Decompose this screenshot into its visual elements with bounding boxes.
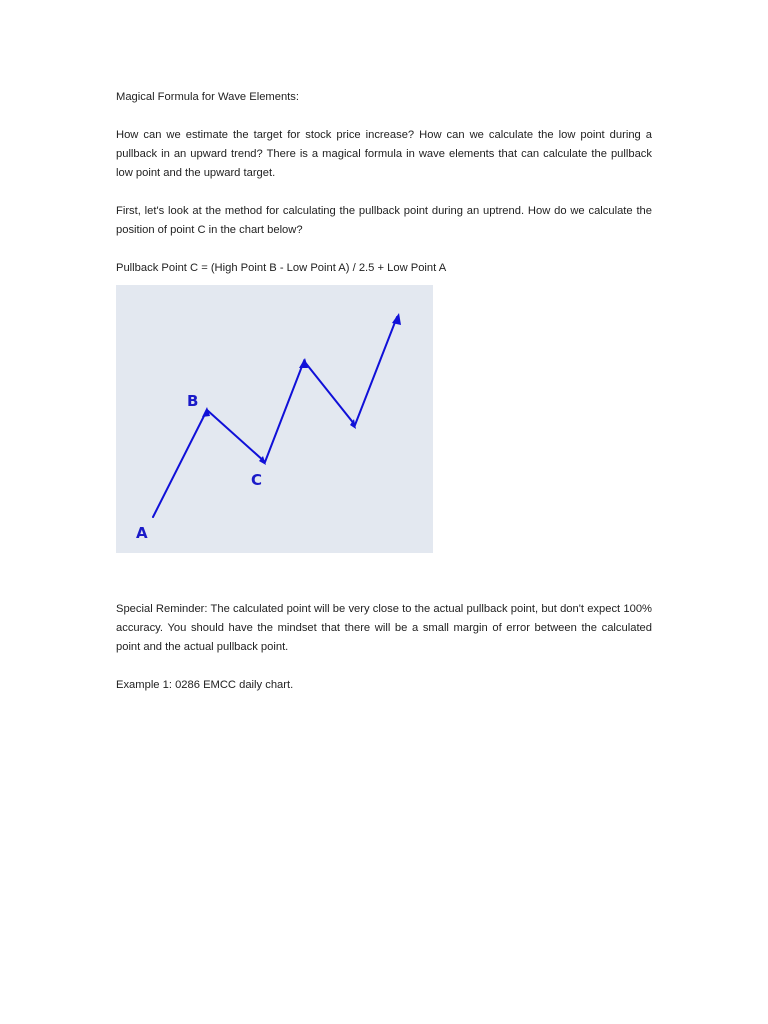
reminder-paragraph: Special Reminder: The calculated point will be very close to the actual pullback point, but don't expect 100% accuracy. You should have the mindset that there will be a small margin of error between the calculated point and the actual pullback point. [116, 603, 652, 653]
wave-diagram [116, 285, 433, 553]
label-b: B [187, 392, 199, 410]
formula-line: Pullback Point C = (High Point B - Low Point A) / 2.5 + Low Point A [116, 262, 447, 274]
example-heading: Example 1: 0286 EMCC daily chart. [116, 679, 294, 691]
arrow-end-tip [392, 313, 401, 325]
document-title: Magical Formula for Wave Elements: [116, 91, 299, 103]
label-a: A [136, 524, 148, 542]
wave-path [153, 317, 397, 517]
wave-diagram-svg [116, 285, 433, 553]
intro-paragraph: How can we estimate the target for stock price increase? How can we calculate the low point during a pullback in an upward trend? There is a magical formula in wave elements that can calculate the pullback low point and the upward target. [116, 129, 652, 179]
method-paragraph: First, let's look at the method for calculating the pullback point during an uptrend. How do we calculate the position of point C in the chart below? [116, 205, 652, 236]
label-c: C [251, 471, 263, 489]
